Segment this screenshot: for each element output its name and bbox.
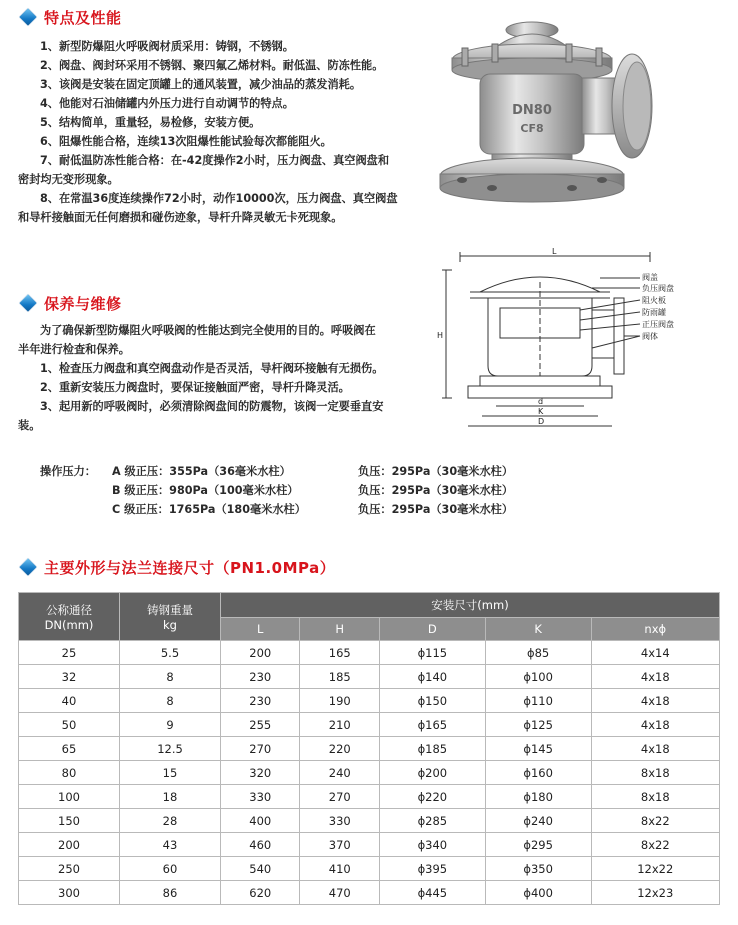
- col-header-dn: 公称通径 DN(mm): [19, 593, 120, 641]
- table-cell: 4x18: [591, 713, 719, 737]
- table-cell: 8x22: [591, 809, 719, 833]
- table-cell: 165: [300, 641, 379, 665]
- diamond-bullet-icon: [20, 9, 37, 26]
- table-cell: 410: [300, 857, 379, 881]
- table-cell: 330: [221, 785, 300, 809]
- flange-marking-material: CF8: [520, 122, 544, 135]
- table-cell: 300: [19, 881, 120, 905]
- table-cell: 60: [120, 857, 221, 881]
- table-row: [19, 641, 720, 665]
- col-header-d: D: [379, 618, 485, 641]
- maintenance-item: 3、起用新的呼吸阀时，必须清除阀盘间的防震物，该阀一定要垂直安装。: [18, 400, 384, 432]
- table-cell: 86: [120, 881, 221, 905]
- table-cell: 28: [120, 809, 221, 833]
- table-cell: ϕ160: [485, 761, 591, 785]
- dimension-table: [18, 592, 720, 905]
- table-cell: ϕ395: [379, 857, 485, 881]
- pressure-row: [40, 500, 558, 519]
- maintenance-item: 2、重新安装压力阀盘时，要保证接触面严密，导杆升降灵活。: [40, 381, 350, 394]
- table-cell: ϕ145: [485, 737, 591, 761]
- table-cell: 460: [221, 833, 300, 857]
- part-label: 阻火板: [642, 296, 666, 305]
- table-cell: 4x18: [591, 737, 719, 761]
- table-cell: ϕ185: [379, 737, 485, 761]
- part-label: 负压阀盘: [642, 284, 674, 293]
- table-cell: 100: [19, 785, 120, 809]
- dim-label-l: L: [552, 247, 557, 256]
- table-row: [19, 857, 720, 881]
- table-cell: ϕ140: [379, 665, 485, 689]
- feature-item: 3、该阀是安装在固定顶罐上的通风装置，减少油品的蒸发消耗。: [40, 78, 362, 91]
- table-cell: ϕ115: [379, 641, 485, 665]
- table-cell: 9: [120, 713, 221, 737]
- table-cell: 320: [221, 761, 300, 785]
- section-features-heading: [18, 6, 122, 28]
- table-cell: 240: [300, 761, 379, 785]
- table-cell: ϕ150: [379, 689, 485, 713]
- table-cell: 230: [221, 665, 300, 689]
- table-cell: ϕ165: [379, 713, 485, 737]
- table-cell: 470: [300, 881, 379, 905]
- table-cell: 8: [120, 665, 221, 689]
- dim-label-k: K: [538, 407, 544, 416]
- dim-label-d-small: d: [538, 397, 544, 406]
- feature-item: 4、他能对石油储罐内外压力进行自动调节的特点。: [40, 97, 294, 110]
- table-cell: 185: [300, 665, 379, 689]
- maintenance-item: 为了确保新型防爆阻火呼吸阀的性能达到完全使用的目的。呼吸阀在半年进行检查和保养。: [18, 324, 376, 356]
- table-cell: 255: [221, 713, 300, 737]
- table-row: [19, 761, 720, 785]
- table-cell: 65: [19, 737, 120, 761]
- table-cell: 12x23: [591, 881, 719, 905]
- table-cell: ϕ110: [485, 689, 591, 713]
- table-cell: 80: [19, 761, 120, 785]
- table-cell: ϕ220: [379, 785, 485, 809]
- section-maintenance-heading: [18, 292, 122, 314]
- feature-item: 1、新型防爆阻火呼吸阀材质采用：铸钢，不锈钢。: [40, 40, 294, 53]
- negative-pressure: 负压：295Pa（30毫米水柱）: [358, 503, 514, 516]
- table-cell: ϕ85: [485, 641, 591, 665]
- part-label: 防雨罐: [642, 308, 666, 317]
- table-cell: 540: [221, 857, 300, 881]
- table-cell: ϕ340: [379, 833, 485, 857]
- maintenance-list: [18, 321, 386, 435]
- positive-pressure: A 级正压：355Pa（36毫米水柱）: [112, 465, 291, 478]
- table-row: [19, 809, 720, 833]
- table-cell: 210: [300, 713, 379, 737]
- table-cell: 12x22: [591, 857, 719, 881]
- flange-marking-dn: DN80: [512, 103, 552, 118]
- table-cell: 370: [300, 833, 379, 857]
- feature-item: 7、耐低温防冻性能合格：在-42度操作2小时，压力阀盘、真空阀盘和密封均无变形现象。: [18, 154, 390, 186]
- col-header-install: 安装尺寸(mm): [221, 593, 720, 618]
- operating-pressure: [40, 462, 558, 519]
- table-cell: 8x18: [591, 785, 719, 809]
- table-cell: 270: [300, 785, 379, 809]
- table-cell: 4x14: [591, 641, 719, 665]
- table-cell: 270: [221, 737, 300, 761]
- table-cell: 150: [19, 809, 120, 833]
- part-label: 正压阀盘: [642, 320, 674, 329]
- table-row: [19, 665, 720, 689]
- positive-pressure: B 级正压：980Pa（100毫米水柱）: [112, 484, 299, 497]
- table-cell: 400: [221, 809, 300, 833]
- table-cell: 190: [300, 689, 379, 713]
- table-cell: ϕ350: [485, 857, 591, 881]
- section-title: 主要外形与法兰连接尺寸（PN1.0MPa）: [44, 558, 336, 577]
- features-list: [18, 37, 398, 227]
- col-header-weight: 铸钢重量 kg: [120, 593, 221, 641]
- table-cell: 15: [120, 761, 221, 785]
- table-cell: ϕ445: [379, 881, 485, 905]
- table-cell: 40: [19, 689, 120, 713]
- table-cell: 250: [19, 857, 120, 881]
- table-row: [19, 737, 720, 761]
- section-dimensions-heading: [18, 556, 335, 578]
- valve-drawing: [437, 247, 698, 438]
- table-row: [19, 785, 720, 809]
- table-cell: 4x18: [591, 665, 719, 689]
- maintenance-item: 1、检查压力阀盘和真空阀盘动作是否灵活，导杆阀环接触有无损伤。: [40, 362, 384, 375]
- table-cell: ϕ240: [485, 809, 591, 833]
- negative-pressure: 负压：295Pa（30毫米水柱）: [358, 484, 514, 497]
- table-cell: 220: [300, 737, 379, 761]
- pressure-row: [40, 462, 558, 481]
- feature-item: 2、阀盘、阀封环采用不锈钢、聚四氟乙烯材料。耐低温、防冻性能。: [40, 59, 384, 72]
- table-cell: 230: [221, 689, 300, 713]
- table-cell: ϕ200: [379, 761, 485, 785]
- feature-item: 5、结构简单，重量轻，易检修，安装方便。: [40, 116, 261, 129]
- table-cell: 200: [19, 833, 120, 857]
- col-header-nxphi: nxϕ: [591, 618, 719, 641]
- col-header-h: H: [300, 618, 379, 641]
- table-cell: 32: [19, 665, 120, 689]
- section-title: 特点及性能: [44, 8, 122, 27]
- section-title: 保养与维修: [44, 294, 122, 313]
- dim-label-d-large: D: [538, 417, 545, 426]
- table-cell: 8x22: [591, 833, 719, 857]
- pressure-label: 操作压力：: [40, 465, 96, 478]
- part-label: 阀盖: [642, 273, 658, 282]
- table-cell: 5.5: [120, 641, 221, 665]
- table-cell: ϕ285: [379, 809, 485, 833]
- table-cell: ϕ100: [485, 665, 591, 689]
- table-cell: 620: [221, 881, 300, 905]
- table-cell: 18: [120, 785, 221, 809]
- negative-pressure: 负压：295Pa（30毫米水柱）: [358, 465, 514, 478]
- table-cell: ϕ295: [485, 833, 591, 857]
- table-row: [19, 689, 720, 713]
- pressure-row: [40, 481, 558, 500]
- table-cell: 330: [300, 809, 379, 833]
- table-cell: 4x18: [591, 689, 719, 713]
- table-cell: 50: [19, 713, 120, 737]
- table-cell: 43: [120, 833, 221, 857]
- table-cell: 25: [19, 641, 120, 665]
- table-cell: 8: [120, 689, 221, 713]
- valve-photo: [432, 8, 732, 208]
- dim-label-h: H: [437, 331, 444, 340]
- table-row: [19, 881, 720, 905]
- diamond-bullet-icon: [20, 559, 37, 576]
- table-cell: 12.5: [120, 737, 221, 761]
- table-cell: 8x18: [591, 761, 719, 785]
- table-cell: 200: [221, 641, 300, 665]
- table-cell: ϕ125: [485, 713, 591, 737]
- diamond-bullet-icon: [20, 295, 37, 312]
- table-row: [19, 833, 720, 857]
- feature-item: 6、阻爆性能合格，连续13次阻爆性能试验每次都能阻火。: [40, 135, 332, 148]
- table-row: [19, 713, 720, 737]
- table-cell: ϕ400: [485, 881, 591, 905]
- col-header-k: K: [485, 618, 591, 641]
- table-cell: ϕ180: [485, 785, 591, 809]
- feature-item: 8、在常温36度连续操作72小时，动作10000次，压力阀盘、真空阀盘和导杆接触面无任何磨损和碰伤迹象，导杆升降灵敏无卡死现象。: [18, 192, 398, 224]
- col-header-l: L: [221, 618, 300, 641]
- part-label: 阀体: [642, 332, 658, 341]
- positive-pressure: C 级正压：1765Pa（180毫米水柱）: [112, 503, 306, 516]
